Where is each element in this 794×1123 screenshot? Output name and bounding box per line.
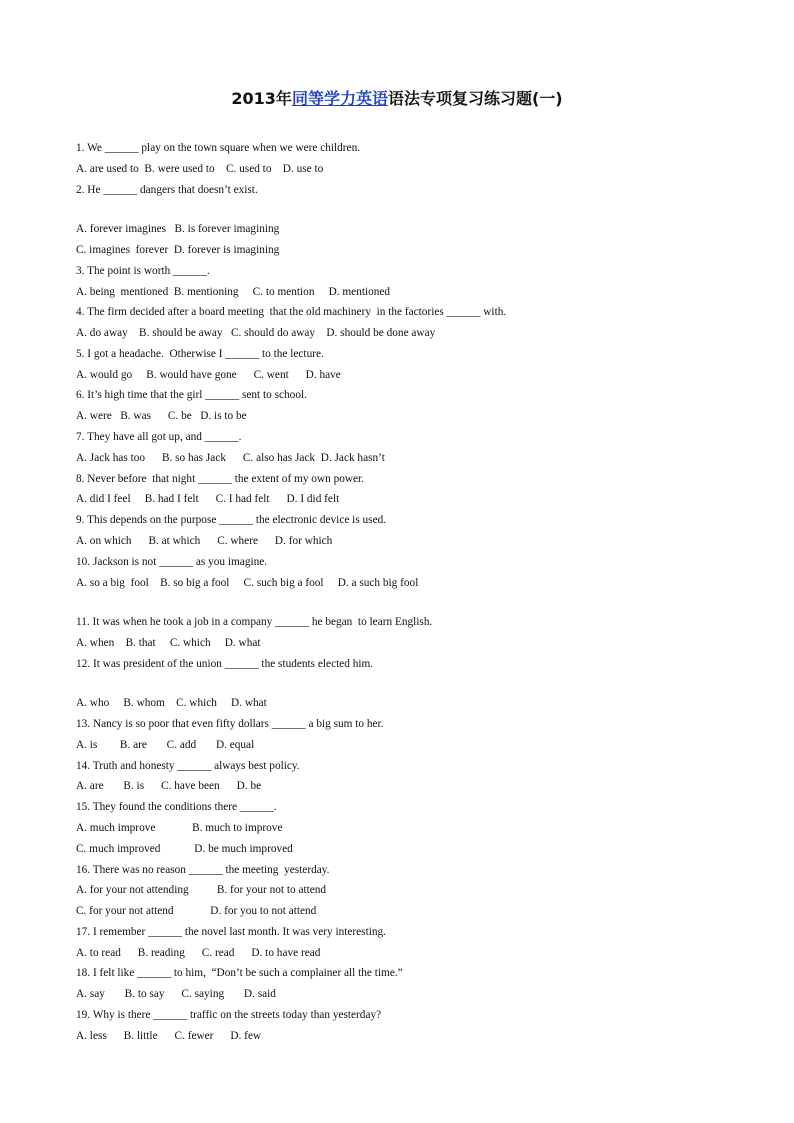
options-line: A. Jack has too B. so has Jack C. also has Jack D. Jack hasn’t [76,452,385,464]
question-line: 19. Why is there ______ traffic on the streets today than yesterday? [76,1009,382,1021]
options-line: A. being mentioned B. mentioning C. to mention D. mentioned [76,286,391,298]
question-line: 7. They have all got up, and ______. [76,431,242,443]
options-line: A. so a big fool B. so big a fool C. such big a fool D. a such big fool [76,577,419,589]
options-line: A. is B. are C. add D. equal [76,739,255,751]
options-line: A. forever imagines B. is forever imagining [76,223,280,235]
options-line: A. on which B. at which C. where D. for which [76,535,333,547]
question-line: 3. The point is worth ______. [76,265,210,277]
question-line: 5. I got a headache. Otherwise I ______ to the lecture. [76,348,324,360]
question-line: 17. I remember ______ the novel last month. It was very interesting. [76,926,386,938]
options-line: C. imagines forever D. forever is imagining [76,244,280,256]
question-line: 6. It’s high time that the girl ______ sent to school. [76,389,307,401]
options-line: A. were B. was C. be D. is to be [76,410,247,422]
options-line: A. did I feel B. had I felt C. I had felt D. I did felt [76,493,340,505]
question-line: 10. Jackson is not ______ as you imagine. [76,556,268,568]
options-line: C. much improved D. be much improved [76,843,293,855]
options-line: C. for your not attend D. for you to not attend [76,905,317,917]
title-prefix: 2013年 [231,89,292,108]
question-line: 11. It was when he took a job in a company ______ he began to learn English. [76,616,433,628]
options-line: A. less B. little C. fewer D. few [76,1030,262,1042]
question-line: 16. There was no reason ______ the meeting yesterday. [76,864,330,876]
title-suffix: 语法专项复习练习题(一) [387,89,563,108]
options-line: A. when B. that C. which D. what [76,637,261,649]
options-line: A. to read B. reading C. read D. to have read [76,947,321,959]
options-line: A. would go B. would have gone C. went D. have [76,369,341,381]
options-line: A. say B. to say C. saying D. said [76,988,276,1000]
question-line: 12. It was president of the union ______ the students elected him. [76,658,374,670]
question-line: 15. They found the conditions there ______. [76,801,277,813]
question-line: 18. I felt like ______ to him, “Don’t be such a complainer all the time.” [76,967,403,979]
question-line: 4. The firm decided after a board meeting that the old machinery in the factories ______ with. [76,306,507,318]
question-line: 8. Never before that night ______ the extent of my own power. [76,473,364,485]
question-line: 2. He ______ dangers that doesn’t exist. [76,184,258,196]
question-line: 9. This depends on the purpose ______ the electronic device is used. [76,514,387,526]
options-line: A. are B. is C. have been D. be [76,780,262,792]
question-line: 13. Nancy is so poor that even fifty dollars ______ a big sum to her. [76,718,384,730]
options-line: A. do away B. should be away C. should do away D. should be done away [76,327,436,339]
options-line: A. who B. whom C. which D. what [76,697,267,709]
title-link[interactable]: 同等学力英语 [291,89,388,108]
page-title [0,86,794,109]
options-line: A. much improve B. much to improve [76,822,283,834]
options-line: A. are used to B. were used to C. used to D. use to [76,163,324,175]
question-line: 1. We ______ play on the town square when we were children. [76,142,361,154]
options-line: A. for your not attending B. for your not to attend [76,884,327,896]
question-line: 14. Truth and honesty ______ always best policy. [76,760,300,772]
